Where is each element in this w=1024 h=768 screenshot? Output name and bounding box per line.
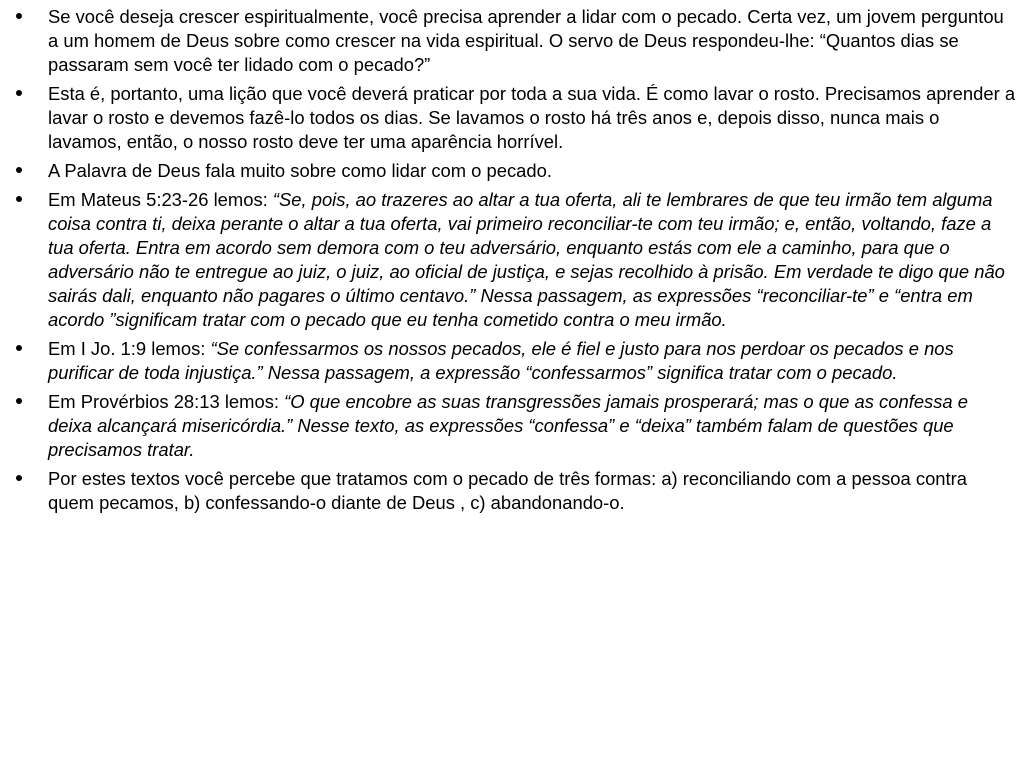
list-item (14, 5, 1016, 77)
item-text: Em Mateus 5:23-26 lemos: (48, 189, 273, 210)
item-text: Esta é, portanto, uma lição que você deverá praticar por toda a sua vida. É como lavar o rosto. Precisamos aprender a lavar o rosto e devemos fazê-lo todos os dias. Se lavamos o rosto há três anos e, depois disso, nunca mais o lavamos, então, o nosso rosto deve ter uma aparência horrível. (48, 83, 1016, 152)
item-text: Em Provérbios 28:13 lemos: (48, 391, 285, 412)
list-item (14, 159, 1016, 183)
item-text: A Palavra de Deus fala muito sobre como lidar com o pecado. (48, 160, 552, 181)
list-item (14, 467, 1016, 515)
bullet-icon (14, 390, 34, 414)
bullet-icon (14, 188, 34, 212)
item-quote: “Se confessarmos os nossos pecados, ele é fiel e justo para nos perdoar os pecados e nos purificar de toda injustiça.” Nessa passagem, a expressão “confessarmos” significa tratar com o pecado. (48, 338, 954, 383)
bullet-list (14, 5, 1016, 520)
bullet-icon (14, 337, 34, 361)
list-item (14, 390, 1016, 462)
item-text: Em I Jo. 1:9 lemos: (48, 338, 211, 359)
item-text: Por estes textos você percebe que tratamos com o pecado de três formas: a) reconciliando com a pessoa contra quem pecamos, b) confessando-o diante de Deus , c) abandonando-o. (48, 468, 967, 513)
bullet-icon (14, 159, 34, 183)
bullet-icon (14, 5, 34, 29)
bullet-icon (14, 467, 34, 491)
bullet-icon (14, 82, 34, 106)
item-text: Se você deseja crescer espiritualmente, você precisa aprender a lidar com o pecado. Certa vez, um jovem perguntou a um homem de Deus sobre como crescer na vida espiritual. O servo de Deus respondeu-lhe: “Quantos dias se passaram sem você ter lidado com o pecado?” (48, 6, 1004, 75)
list-item (14, 337, 1016, 385)
list-item (14, 82, 1016, 154)
item-quote: “Se, pois, ao trazeres ao altar a tua oferta, ali te lembrares de que teu irmão tem alguma coisa contra ti, deixa perante o altar a tua oferta, vai primeiro reconciliar-te com teu irmão; e, então, voltando, faze a tua oferta. Entra em acordo sem demora com o teu adversário, enquanto estás com ele a caminho, para que o adversário não te entregue ao juiz, o juiz, ao oficial de justiça, e sejas recolhido à prisão. Em verdade te digo que não sairás dali, enquanto não pagares o último centavo.” Nessa passagem, as expressões “reconciliar-te” e “entra em acordo ”significam tratar com o pecado que eu tenha cometido contra o meu irmão. (48, 189, 1005, 330)
list-item (14, 188, 1016, 332)
item-quote: “O que encobre as suas transgressões jamais prosperará; mas o que as confessa e deixa alcançará misericórdia.” Nesse texto, as expressões “confessa” e “deixa” também falam de questões que precisamos tratar. (48, 391, 968, 460)
